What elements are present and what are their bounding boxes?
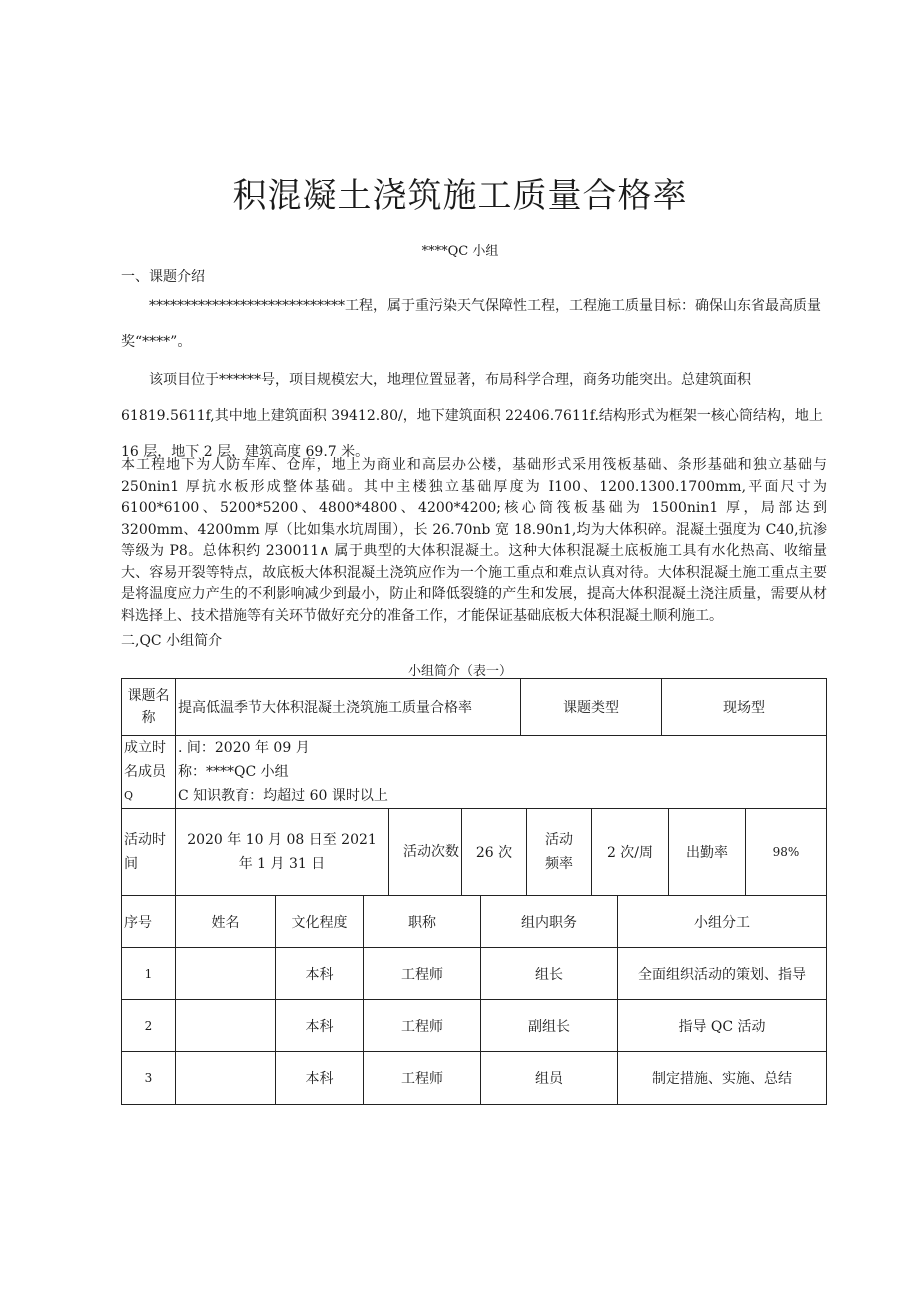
member-duty: 全面组织活动的策划、指导 (618, 948, 827, 1000)
member-name (176, 1052, 276, 1105)
document-subtitle: ****QC 小组 (421, 244, 499, 259)
attendance-label: 出勤率 (669, 809, 746, 896)
member-education: 本科 (276, 1052, 364, 1105)
info-label: 成立时 (124, 740, 166, 756)
member-no: 1 (122, 948, 176, 1000)
attendance-value: 98% (746, 809, 827, 896)
member-role: 组长 (481, 948, 618, 1000)
table-row (122, 1052, 827, 1105)
paragraph-text: ****************************工程，属于重污染天气保障性工程，工程施工质量目标：确保山东省最高质量奖“****”。 (121, 298, 821, 350)
activity-frequency-label: 活动频率 (527, 809, 592, 896)
activity-time-value: 2020 年 10 月 08 日至 2021 年 1 月 31 日 (176, 809, 389, 896)
member-no: 2 (122, 1000, 176, 1052)
section-heading-intro: 一、课题介绍 (121, 269, 205, 285)
members-header-row (122, 896, 827, 948)
table-row (122, 1000, 827, 1052)
info-labels (122, 736, 176, 809)
members-table (121, 895, 827, 1105)
paragraph-text: 该项目位于******号，项目规模宏大，地理位置显著，布局科学合理，商务功能突出。总建筑面积 61819.5611f,其中地上建筑面积 39412.80/，地下建筑面积 22406.7611f.结构形式为框架一核心筒结构，地上 16 层，地下 2 层，建筑高度 69.7 米。 (121, 372, 823, 460)
paragraph-project-overview (121, 362, 827, 470)
header-no: 序号 (122, 896, 176, 948)
activity-count-label: 活动次数 (389, 809, 462, 896)
topic-label: 课题名称 (122, 679, 176, 736)
info-label: 名成员 (124, 764, 166, 780)
member-name (176, 948, 276, 1000)
activity-frequency-value: 2 次/周 (592, 809, 669, 896)
member-role: 组员 (481, 1052, 618, 1105)
activity-row (122, 809, 827, 896)
member-duty: 制定措施、实施、总结 (618, 1052, 827, 1105)
info-value: . 间：2020 年 09 月 (178, 740, 310, 756)
type-label: 课题类型 (521, 679, 662, 736)
section-heading-qc-group: 二,QC 小组简介 (121, 633, 223, 649)
info-label: Q (124, 789, 134, 802)
group-info-table (121, 678, 827, 809)
header-role: 组内职务 (481, 896, 618, 948)
header-title: 职称 (364, 896, 481, 948)
info-values (176, 736, 827, 809)
activity-time-label: 活动时间 (122, 809, 176, 896)
member-no: 3 (122, 1052, 176, 1105)
info-value: 称：****QC 小组 (178, 764, 289, 780)
member-education: 本科 (276, 1000, 364, 1052)
topic-value: 提高低温季节大体积混凝土浇筑施工质量合格率 (176, 679, 521, 736)
info-row (122, 736, 827, 809)
member-title: 工程师 (364, 1052, 481, 1105)
paragraph-project-goal (121, 288, 827, 360)
paragraph-text: 本工程地下为人防车库、仓库，地上为商业和高层办公楼，基础形式采用筏板基础、条形基础和独立基础与 250nin1 厚抗水板形成整体基础。其中主楼独立基础厚度为 I100、1200.1300.1700mm,平面尺寸为 6100*6100、5200*5200、4800*4800、4200*4200;核心筒筏板基础为 1500nin1 厚，局部达到 3200mm、4200mm 厚（比如集水坑周围），长 26.70nb 宽 18.90n1,均为大体积碎。混凝土强度为 C40,抗渗等级为 P8。总体积约 230011∧ 属于典型的大体积混凝土。这种大体积混凝土底板施工具有水化热高、收缩量大、容易开裂等特点，故底板大体积混凝土浇筑应作为一个施工重点和难点认真对待。大体积混凝土施工重点主要是将温度应力产生的不利影响减少到最小，防止和降低裂缝的产生和发展，提高大体积混凝土浇注质量，需要从材料选择上、技术措施等有关环节做好充分的准备工作，才能保证基础底板大体积混凝土顺利施工。 (121, 457, 827, 624)
header-education: 文化程度 (276, 896, 364, 948)
table-row (122, 948, 827, 1000)
member-duty: 指导 QC 活动 (618, 1000, 827, 1052)
type-value: 现场型 (662, 679, 827, 736)
header-duty: 小组分工 (618, 896, 827, 948)
info-value: C 知识教育：均超过 60 课时以上 (178, 788, 388, 804)
activity-count-value: 26 次 (462, 809, 527, 896)
table-caption: 小组简介（表一） (407, 664, 512, 679)
paragraph-project-details (121, 455, 827, 627)
topic-row (122, 679, 827, 736)
member-title: 工程师 (364, 1000, 481, 1052)
member-name (176, 1000, 276, 1052)
member-title: 工程师 (364, 948, 481, 1000)
header-name: 姓名 (176, 896, 276, 948)
member-role: 副组长 (481, 1000, 618, 1052)
activity-table (121, 808, 827, 896)
document-title: 积混凝土浇筑施工质量合格率 (232, 176, 688, 216)
member-education: 本科 (276, 948, 364, 1000)
